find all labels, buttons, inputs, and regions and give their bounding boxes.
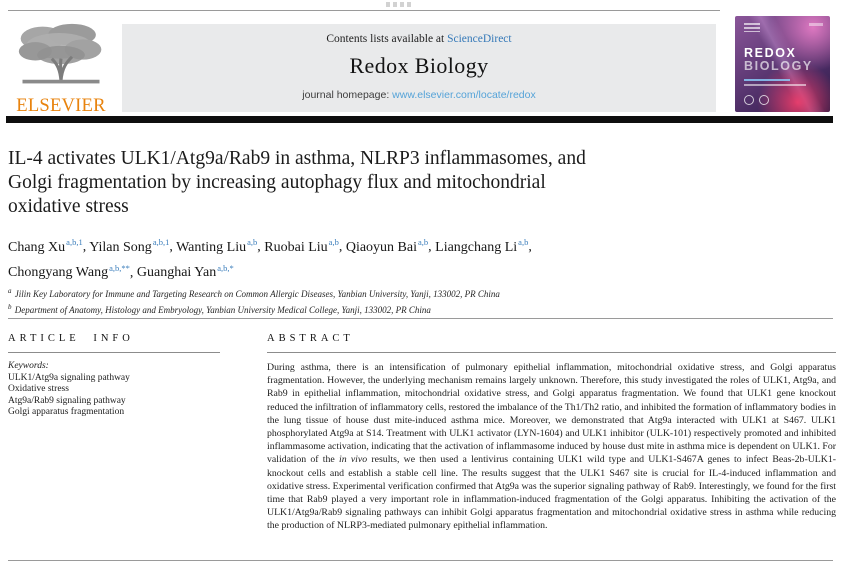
- masthead-box: [122, 24, 716, 112]
- sciencedirect-link[interactable]: ScienceDirect: [447, 33, 512, 45]
- keyword-item: Atg9a/Rab9 signaling pathway: [8, 395, 126, 406]
- cover-subtitle-bar1: [744, 79, 790, 81]
- keyword-item: Golgi apparatus fragmentation: [8, 407, 125, 417]
- author: Qiaoyun Bai$^{a,b}$: [345, 237, 429, 255]
- abstract-heading-rule: [267, 352, 836, 353]
- keywords-list: [8, 373, 220, 419]
- author: Ruobai Liu$^{a,b}$: [264, 237, 339, 255]
- affiliation-list: [8, 285, 830, 316]
- cover-title-line2: BIOLOGY: [744, 59, 813, 73]
- keyword-item: Oxidative stress: [8, 384, 69, 394]
- author-affiliation-sup: a,b: [328, 237, 339, 247]
- article-info-heading: ARTICLE INFO: [8, 333, 134, 344]
- cover-subtitle-bar2: [744, 84, 806, 86]
- elsevier-logo: [11, 22, 111, 117]
- cover-issue-text: [809, 23, 823, 26]
- abstract-heading: ABSTRACT: [267, 333, 354, 344]
- affiliation-marker: a: [8, 287, 12, 295]
- article-title: IL-4 activates ULK1/Atg9a/Rab9 in asthma, NLRP3 inflammasomes, and Golgi fragmentation by increasing autophagy flux and mitochondrial oxidative stress: [8, 148, 586, 217]
- cover-badge-icon: [759, 95, 769, 105]
- contents-line: [122, 24, 716, 45]
- author: Liangchang Li$^{a,b}$: [435, 237, 529, 255]
- author: Guanghai Yan$^{a,b,*}$: [136, 262, 234, 281]
- affiliations-divider: [8, 318, 833, 319]
- keywords-label: Keywords:: [8, 361, 49, 371]
- cover-title-line1: REDOX: [744, 46, 797, 60]
- journal-homepage-link[interactable]: www.elsevier.com/locate/redox: [392, 89, 536, 101]
- abstract-italic-phrase: in vivo: [338, 454, 368, 466]
- author: Chongyang Wang$^{a,b,**}$: [8, 262, 130, 281]
- author: Wanting Liu$^{a,b}$: [176, 237, 258, 255]
- article-info-column: [8, 333, 220, 419]
- affiliation-marker: b: [8, 302, 12, 311]
- abstract-text: [267, 361, 836, 533]
- homepage-line-prefix: journal homepage:: [302, 89, 393, 101]
- cover-publisher-badges: [744, 95, 769, 105]
- homepage-line: [122, 89, 716, 101]
- author: Yilan Song$^{a,b,1}$: [89, 237, 170, 255]
- author-list: Chang Xu$^{a,b,1}$, Yilan Song$^{a,b,1}$, Wanting Liu$^{a,b}$, Ruobai Liu$^{a,b}$, Qiaoyun Bai$^{a,b}$, Liangchang Li$^{a,b}$, Chongyang Wang$^{a,b,**}$, Guanghai Yan$^{a,b,*}$: [8, 237, 532, 281]
- abstract-bottom-rule: [8, 560, 833, 561]
- journal-cover-thumbnail: [735, 16, 830, 112]
- affiliation: $^b$ Department of Anatomy, Histology and Embryology, Yanbian University Medical College, Yanji, 133002, PR China: [8, 302, 431, 315]
- author-affiliation-sup: a,b,**: [109, 262, 130, 273]
- abstract-segment: results, we then used a lentivirus containing ULK1 wild type and ULK1-S467A genes to infect Beas-2b-ULK1-knockout cells and establish a stable cell line. The results suggest that the ULK1 S467 site is crucial for IL-4-induced inflammation and oxidative stress. Experimental verification confirmed that Atg9a was the superior signaling pathway of Rab9. Interestingly, we found for the first time that Rab9 played a very important role in inflammation-induced fragmentation of the Golgi apparatus. Inhibiting the activation of the ULK1/Atg9a/Rab9 signaling pathways can inhibit Golgi apparatus fragmentation and mitochondrial oxidative stress in asthma while reducing the production of NLRP3-mediated pulmonary epithelial inflammation.: [267, 454, 837, 532]
- journal-name: Redox Biology: [349, 53, 489, 78]
- keywords-block: [8, 361, 220, 419]
- author-affiliation-sup: a,b,1: [66, 237, 83, 247]
- cover-mini-masthead: [744, 23, 760, 32]
- author-affiliation-sup: a,b: [247, 237, 258, 247]
- abstract-segment: During asthma, there is an intensification of pulmonary epithelial inflammation, mitochondrial oxidative stress, and Golgi apparatus fragmentation. However, the underlying mechanism remains largely unknown. Therefore, this study investigated the roles of ULK1, Atg9a, and Rab9 in epithelial inflammation, mitochondrial oxidative stress, and Golgi apparatus fragmentation. We found that ULK1 gene knockout reduced the infiltration of inflammatory cells, restored the imbalance of the Th1/Th2 ratio, and inhibited the formation of inflammatory bodies in the lung tissue of house dust mite-induced asthma mice. Moreover, we demonstrated that Atg9a interacted with ULK1 at S467. ULK1 phosphorylated Atg9a at S14. Treatment with ULK1 activator (LYN-1604) and ULK1 inhibitor (ULK-101) respectively promoted and inhibited inflammasome activation, indicating that the activation of inflammasome induced by house dust mite in asthma mice is dependent on ULK1. For validation of the: [267, 362, 836, 466]
- top-hairline: [8, 10, 720, 11]
- elsevier-tree-icon: [15, 22, 107, 88]
- author: Chang Xu$^{a,b,1}$: [8, 237, 83, 255]
- keyword-item: ULK1/Atg9a signaling pathway: [8, 372, 130, 383]
- author-affiliation-sup: a,b,*: [217, 262, 234, 273]
- article-info-heading-rule: [8, 352, 220, 353]
- page-header-artifact: [386, 2, 414, 7]
- author-affiliation-sup: a,b: [518, 237, 529, 247]
- cover-title: [744, 47, 813, 73]
- contents-line-prefix: Contents lists available at: [326, 33, 448, 45]
- author-affiliation-sup: a,b,1: [152, 237, 170, 247]
- abstract-column: [267, 333, 836, 533]
- author-affiliation-sup: a,b: [417, 237, 429, 247]
- affiliation: $^a$ Jilin Key Laboratory for Immune and Targeting Research on Common Allergic Diseases, Yanbian University, Yanji, 133002, PR China: [8, 287, 500, 299]
- masthead-divider-bar: [6, 116, 833, 123]
- cover-badge-icon: [744, 95, 754, 105]
- elsevier-wordmark: ELSEVIER: [16, 95, 106, 116]
